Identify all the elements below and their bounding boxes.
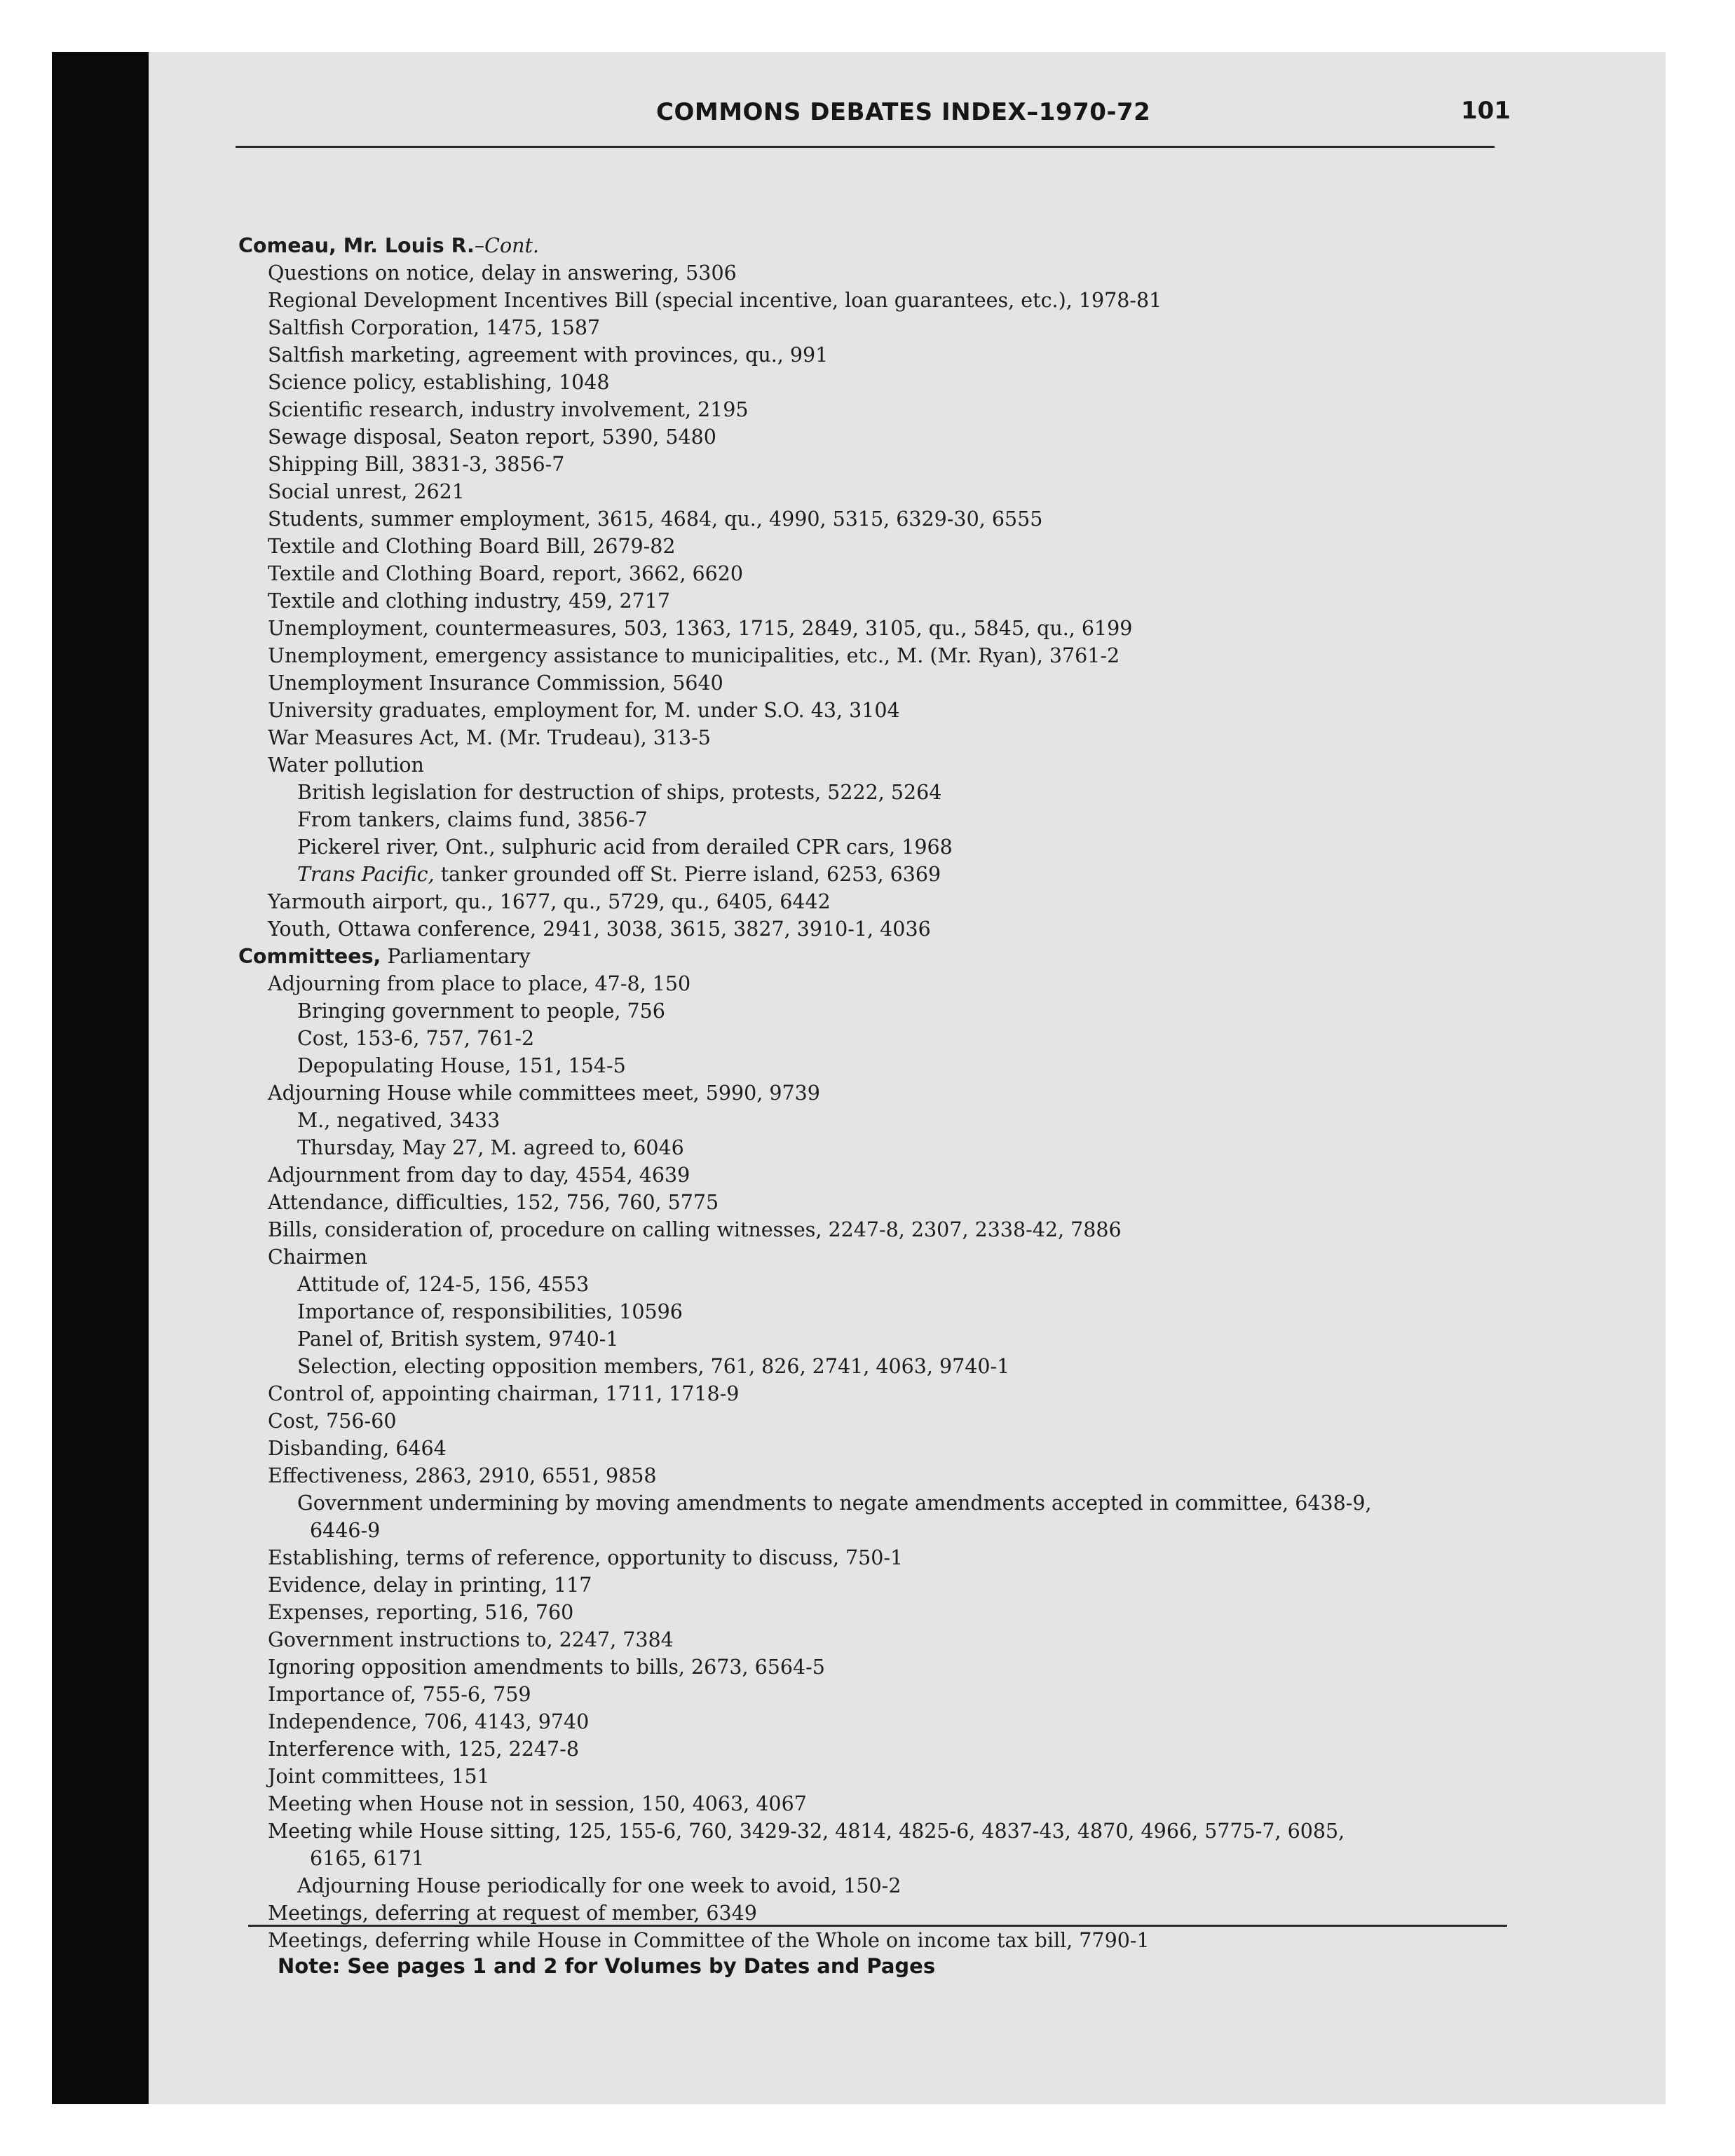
- index-subentry: Attitude of, 124-5, 156, 4553: [297, 1273, 590, 1296]
- index-subentry: Adjourning House periodically for one week to avoid, 150-2: [297, 1874, 901, 1897]
- index-entry: Textile and Clothing Board, report, 3662, 6620: [268, 562, 744, 585]
- ship-name: Trans Pacific,: [297, 863, 435, 886]
- index-entry: Unemployment Insurance Commission, 5640: [268, 671, 723, 695]
- index-entry: Effectiveness, 2863, 2910, 6551, 9858: [268, 1464, 657, 1487]
- index-entry: Youth, Ottawa conference, 2941, 3038, 3615, 3827, 3910-1, 4036: [268, 917, 931, 941]
- index-entry: Attendance, difficulties, 152, 756, 760, 5775: [268, 1191, 719, 1214]
- index-entry: Cost, 756-60: [268, 1410, 397, 1433]
- index-entry: Unemployment, emergency assistance to municipalities, etc., M. (Mr. Ryan), 3761-2: [268, 644, 1120, 667]
- index-entry: Meetings, deferring at request of member, 6349: [268, 1902, 757, 1925]
- heading-name: Committees,: [238, 945, 381, 968]
- index-entry: Interference with, 125, 2247-8: [268, 1738, 579, 1761]
- index-entry: Adjourning from place to place, 47-8, 150: [268, 972, 691, 995]
- page-number: 101: [1461, 97, 1511, 125]
- index-subentry: British legislation for destruction of ships, protests, 5222, 5264: [297, 781, 942, 804]
- index-entry: Saltfish marketing, agreement with provinces, qu., 991: [268, 343, 829, 367]
- index-entry: Expenses, reporting, 516, 760: [268, 1601, 574, 1624]
- footer-rule: [248, 1925, 1507, 1927]
- index-entry: Importance of, 755-6, 759: [268, 1683, 531, 1706]
- index-entry-continuation: 6165, 6171: [310, 1847, 425, 1870]
- index-subentry: From tankers, claims fund, 3856-7: [297, 808, 648, 831]
- index-entry: Saltfish Corporation, 1475, 1587: [268, 316, 601, 339]
- index-entry: Textile and clothing industry, 459, 2717: [268, 589, 671, 613]
- index-entry: Meetings, deferring while House in Committee of the Whole on income tax bill, 7790-1: [268, 1929, 1150, 1952]
- index-entry: Sewage disposal, Seaton report, 5390, 5480: [268, 425, 716, 449]
- index-subentry: M., negatived, 3433: [297, 1109, 501, 1132]
- index-subentry: Cost, 153-6, 757, 761-2: [297, 1027, 535, 1050]
- index-entry: Evidence, delay in printing, 117: [268, 1574, 592, 1597]
- heading-continued: Cont.: [484, 234, 539, 257]
- heading-name: Comeau, Mr. Louis R.: [238, 234, 475, 257]
- page-header-title: COMMONS DEBATES INDEX–1970-72: [656, 98, 1151, 126]
- index-entry: Meeting while House sitting, 125, 155-6, 760, 3429-32, 4814, 4825-6, 4837-43, 4870, 4966, 5775-7, 6085,: [268, 1820, 1345, 1843]
- index-entry: Regional Development Incentives Bill (special incentive, loan guarantees, etc.), 1978-81: [268, 289, 1162, 312]
- index-entry: Unemployment, countermeasures, 503, 1363, 1715, 2849, 3105, qu., 5845, qu., 6199: [268, 617, 1133, 640]
- index-entry: Control of, appointing chairman, 1711, 1718-9: [268, 1382, 740, 1405]
- index-entry: Disbanding, 6464: [268, 1437, 447, 1460]
- index-entry: University graduates, employment for, M. under S.O. 43, 3104: [268, 699, 900, 722]
- footnote: Note: See pages 1 and 2 for Volumes by Dates and Pages: [278, 1954, 936, 1978]
- index-page: [52, 52, 1666, 2104]
- index-subentry: Pickerel river, Ont., sulphuric acid from derailed CPR cars, 1968: [297, 835, 953, 859]
- index-subentry: Bringing government to people, 756: [297, 999, 665, 1023]
- index-entry: Establishing, terms of reference, opportunity to discuss, 750-1: [268, 1546, 904, 1569]
- index-subentry: Thursday, May 27, M. agreed to, 6046: [297, 1136, 684, 1159]
- index-entry: Students, summer employment, 3615, 4684, qu., 4990, 5315, 6329-30, 6555: [268, 507, 1043, 531]
- index-entry-continuation: 6446-9: [310, 1519, 381, 1542]
- index-entry: Water pollution: [268, 753, 424, 777]
- header-rule: [236, 146, 1495, 148]
- index-subentry: Government undermining by moving amendments to negate amendments accepted in committee, 6438-9,: [297, 1492, 1372, 1515]
- index-subentry-trans-pacific: [297, 863, 941, 887]
- index-entry: Adjourning House while committees meet, 5990, 9739: [268, 1082, 820, 1105]
- index-entry: Social unrest, 2621: [268, 480, 465, 503]
- index-entry: Yarmouth airport, qu., 1677, qu., 5729, qu., 6405, 6442: [268, 890, 831, 913]
- index-heading-committees: [238, 945, 531, 969]
- index-entry: Textile and Clothing Board Bill, 2679-82: [268, 535, 676, 558]
- index-subentry: Selection, electing opposition members, 761, 826, 2741, 4063, 9740-1: [297, 1355, 1010, 1378]
- index-entry: War Measures Act, M. (Mr. Trudeau), 313-5: [268, 726, 711, 749]
- index-entry: Ignoring opposition amendments to bills, 2673, 6564-5: [268, 1656, 825, 1679]
- index-entry: Adjournment from day to day, 4554, 4639: [268, 1164, 690, 1187]
- index-entry: Government instructions to, 2247, 7384: [268, 1628, 674, 1651]
- index-entry: Questions on notice, delay in answering, 5306: [268, 261, 737, 285]
- index-entry: Joint committees, 151: [268, 1765, 490, 1788]
- index-entry: Independence, 706, 4143, 9740: [268, 1710, 590, 1733]
- index-subentry: Depopulating House, 151, 154-5: [297, 1054, 626, 1077]
- book-spine-shadow: [52, 52, 149, 2104]
- index-subentry: Panel of, British system, 9740-1: [297, 1328, 619, 1351]
- heading-qualifier: Parliamentary: [381, 945, 531, 968]
- index-entry: Bills, consideration of, procedure on calling witnesses, 2247-8, 2307, 2338-42, 7886: [268, 1218, 1122, 1241]
- index-entry: Shipping Bill, 3831-3, 3856-7: [268, 453, 565, 476]
- index-entry: Chairmen: [268, 1246, 368, 1269]
- index-subentry: Importance of, responsibilities, 10596: [297, 1300, 683, 1323]
- subentry-text: tanker grounded off St. Pierre island, 6253, 6369: [434, 863, 941, 886]
- index-entry: Scientific research, industry involvement, 2195: [268, 398, 749, 421]
- index-entry: Meeting when House not in session, 150, 4063, 4067: [268, 1792, 807, 1815]
- heading-dash: –: [474, 234, 485, 257]
- index-entry: Science policy, establishing, 1048: [268, 371, 610, 394]
- index-heading-comeau: [238, 234, 539, 258]
